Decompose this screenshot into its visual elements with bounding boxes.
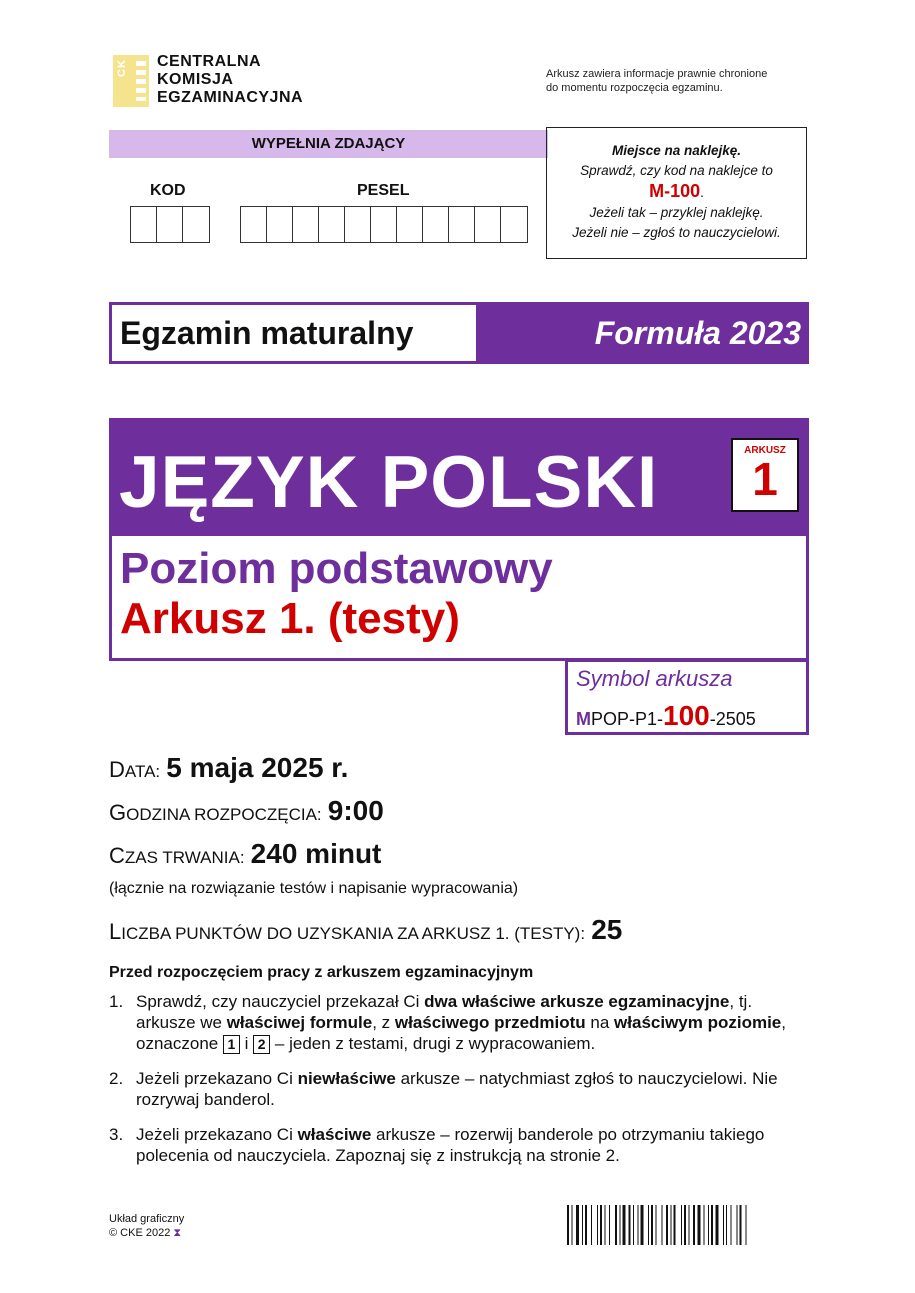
arkusz-label: ARKUSZ <box>744 445 786 456</box>
logo-line-2: KOMISJA <box>157 71 234 88</box>
logo-mark-text: CK <box>116 59 128 77</box>
pesel-cell[interactable] <box>449 207 475 242</box>
sheet-2-box: 2 <box>253 1035 270 1054</box>
legal-notice <box>546 67 767 95</box>
sticker-title: Miejsce na naklejkę. <box>611 143 742 158</box>
sticker-check: Sprawdź, czy kod na naklejce to <box>580 163 773 178</box>
pesel-cell[interactable] <box>319 207 345 242</box>
hourglass-icon: ⧗ <box>173 1227 182 1239</box>
pesel-cell[interactable] <box>423 207 449 242</box>
duration-note: (łącznie na rozwiązanie testów i napisanie wypracowania) <box>109 880 519 897</box>
footer-line-1: Układ graficzny <box>109 1213 185 1225</box>
kod-label: KOD <box>150 182 186 199</box>
notice-line-1: Arkusz zawiera informacje prawnie chronione <box>546 68 768 80</box>
kod-cell[interactable] <box>183 207 209 242</box>
sheet-1-box: 1 <box>223 1035 240 1054</box>
pesel-cell[interactable] <box>345 207 371 242</box>
sticker-no: Jeżeli nie – zgłoś to nauczycielowi. <box>572 225 781 240</box>
barcode <box>567 1205 799 1245</box>
cke-logo-text <box>157 53 303 107</box>
exam-banner <box>109 302 809 364</box>
pesel-cell[interactable] <box>397 207 423 242</box>
pesel-cell[interactable] <box>267 207 293 242</box>
sticker-area <box>546 127 807 259</box>
sticker-yes: Jeżeli tak – przyklej naklejkę. <box>589 205 764 220</box>
sticker-code-suffix: . <box>700 185 704 200</box>
logo-bars <box>136 61 146 101</box>
subject-level: Poziom podstawowy <box>120 544 553 593</box>
footer-credit <box>109 1212 184 1240</box>
exam-duration-value: 240 minut <box>250 838 382 869</box>
kod-input-boxes[interactable] <box>130 206 210 243</box>
instruction-item: 2. Jeżeli przekazano Ci niewłaściwe arkusze – natychmiast zgłoś to nauczycielowi. Nie rozrywaj banderol. <box>109 1069 778 1110</box>
notice-line-2: do momentu rozpoczęcia egzaminu. <box>546 82 723 94</box>
instructions-list <box>109 991 799 1180</box>
subject-sheet: Arkusz 1. (testy) <box>120 594 460 643</box>
instructions-heading: Przed rozpoczęciem pracy z arkuszem egzaminacyjnym <box>109 964 534 981</box>
footer-line-2: © CKE 2022 ⧗ <box>109 1227 182 1239</box>
arkusz-number: 1 <box>752 453 778 505</box>
kod-cell[interactable] <box>157 207 183 242</box>
exam-start-time: GODZINA ROZPOCZĘCIA: 9:00 <box>109 795 384 826</box>
exam-start-value: 9:00 <box>327 795 384 826</box>
pesel-input-boxes[interactable] <box>240 206 528 243</box>
kod-cell[interactable] <box>131 207 157 242</box>
symbol-code: MPOP-P1-100-2505 <box>576 700 756 731</box>
pesel-cell[interactable] <box>475 207 501 242</box>
pesel-cell[interactable] <box>293 207 319 242</box>
sticker-code: M-100 <box>649 181 701 201</box>
pesel-cell[interactable] <box>241 207 267 242</box>
logo-line-3: EGZAMINACYJNA <box>157 89 304 106</box>
subject-block <box>109 418 809 661</box>
instruction-item: 1. Sprawdź, czy nauczyciel przekazał Ci dwa właściwe arkusze egzaminacyjne, tj. arkusze we właściwej formule, z właściwego przedmiotu na właściwym poziomie, oznaczone 1 i 2 – jeden z testami, drugi z wypracowaniem. <box>109 992 787 1053</box>
symbol-label: Symbol arkusza <box>576 666 733 691</box>
instruction-item: 3. Jeżeli przekazano Ci właściwe arkusze – rozerwij banderole po otrzymaniu takiego polecenia od nauczyciela. Zapoznaj się z instrukcją na stronie 2. <box>109 1125 765 1166</box>
pesel-cell[interactable] <box>501 207 527 242</box>
logo-line-1: CENTRALNA <box>157 53 262 70</box>
exam-duration: CZAS TRWANIA: 240 minut <box>109 838 382 869</box>
exam-name: Egzamin maturalny <box>112 305 476 361</box>
exam-formula: Formuła 2023 <box>594 315 801 351</box>
fill-area-header: WYPEŁNIA ZDAJĄCY <box>109 130 548 158</box>
arkusz-badge <box>731 438 799 512</box>
exam-date: DATA: 5 maja 2025 r. <box>109 752 349 783</box>
subject-level-panel <box>112 536 806 658</box>
pesel-label: PESEL <box>357 182 410 199</box>
sheet-symbol-box <box>565 659 809 735</box>
exam-points-value: 25 <box>591 914 623 945</box>
cke-logo-mark <box>113 55 149 107</box>
subject-title: JĘZYK POLSKI <box>119 442 659 523</box>
pesel-cell[interactable] <box>371 207 397 242</box>
exam-points: LICZBA PUNKTÓW DO UZYSKANIA ZA ARKUSZ 1. (TESTY): 25 <box>109 914 623 945</box>
exam-date-value: 5 maja 2025 r. <box>166 752 349 783</box>
